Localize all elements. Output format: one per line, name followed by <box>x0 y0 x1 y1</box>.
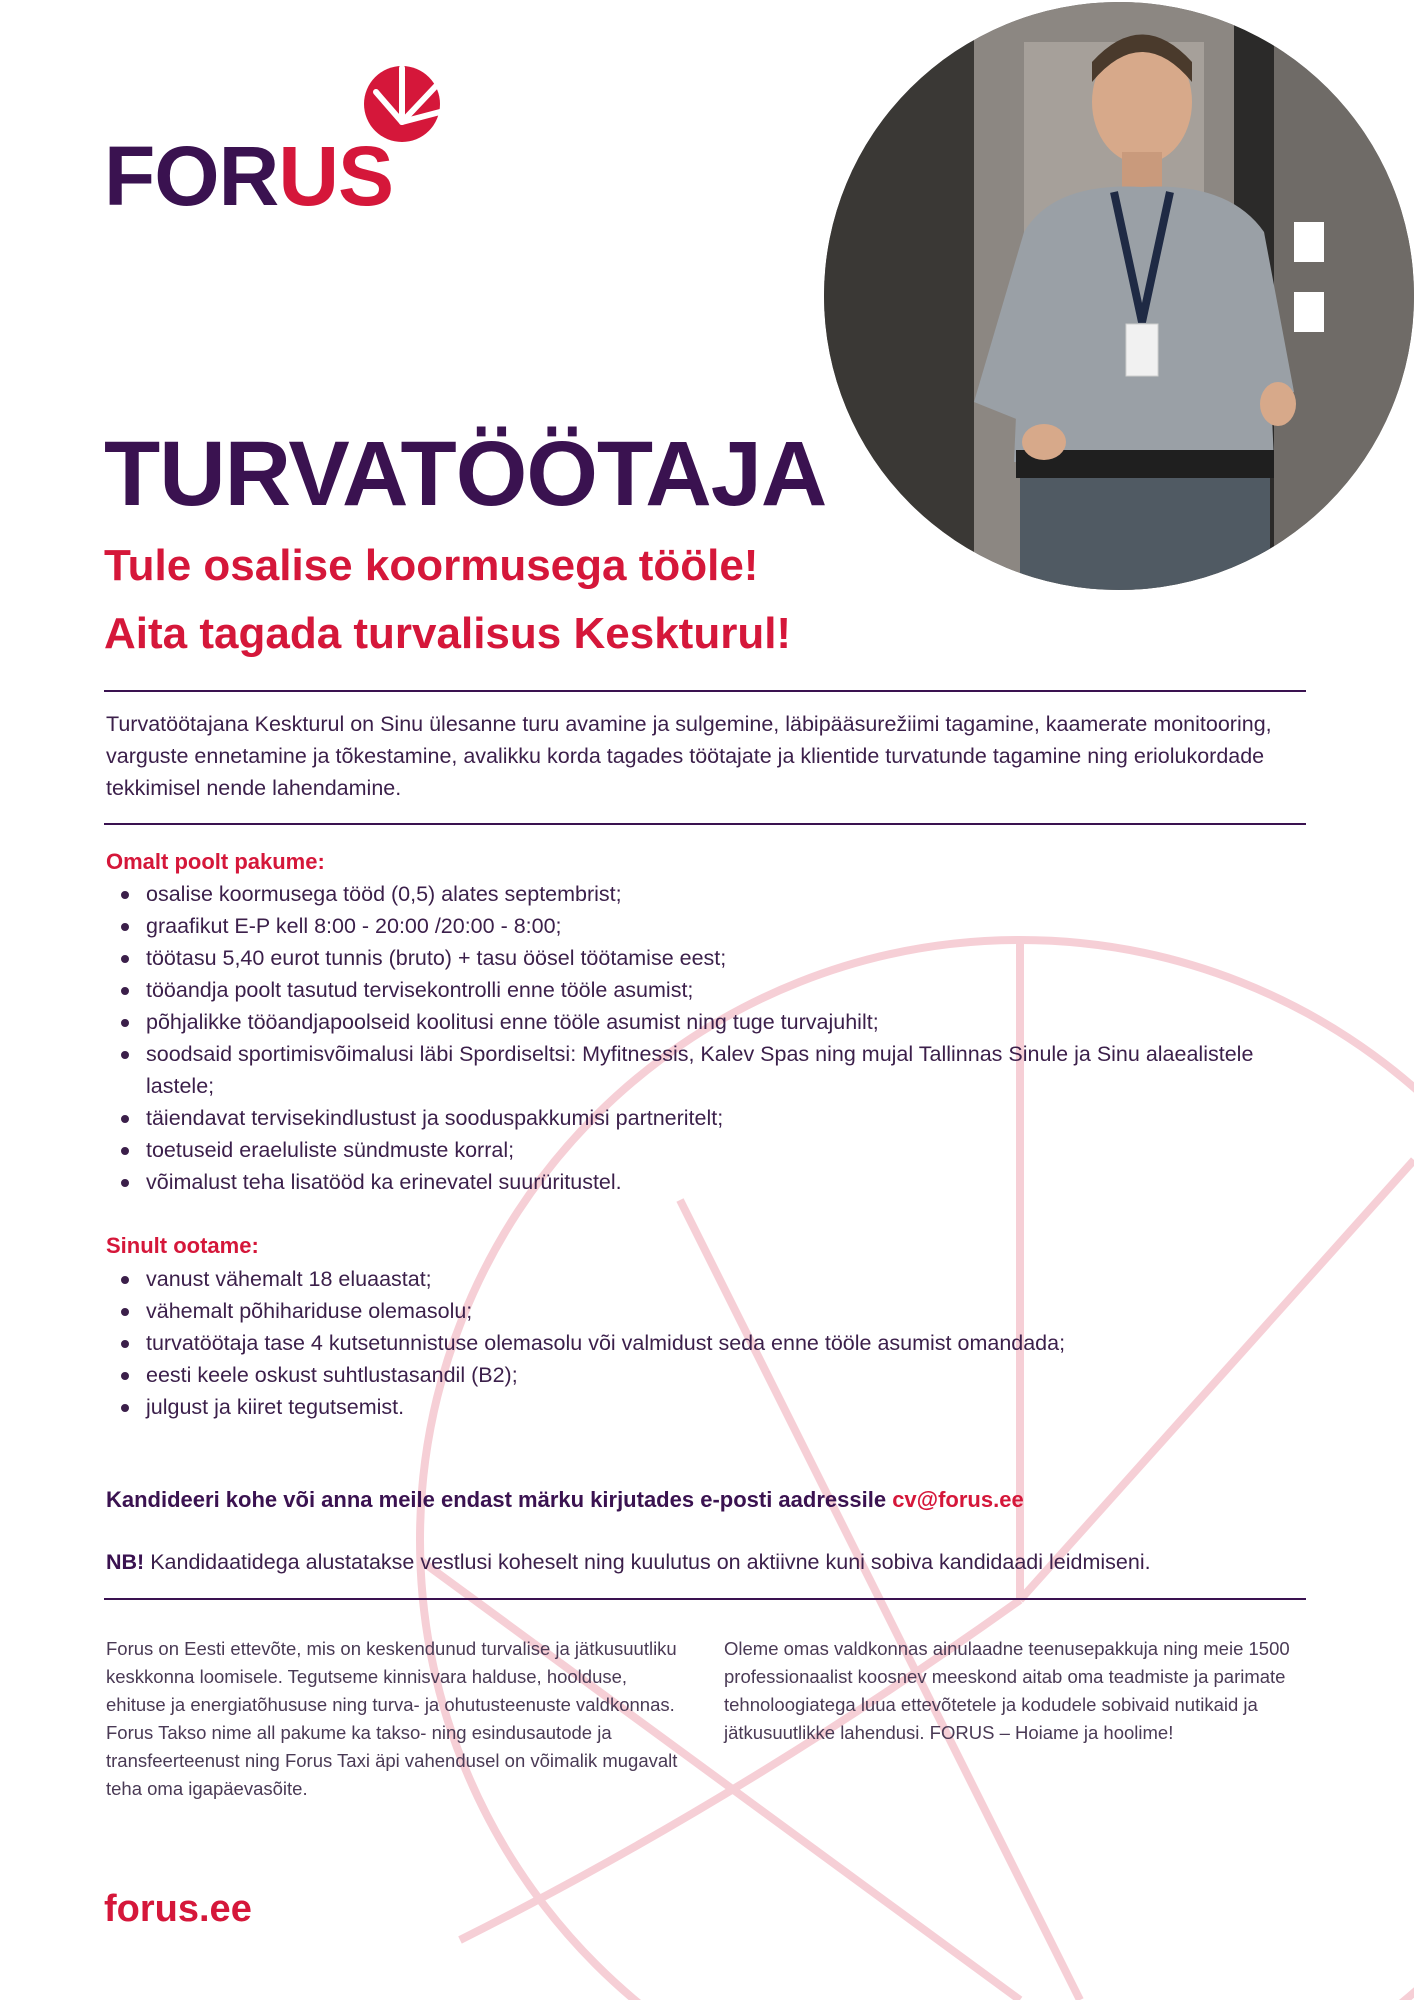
job-title: TURVATÖÖTAJA <box>104 423 827 525</box>
list-item: täiendavat tervisekindlustust ja sooduspakkumisi partneritelt; <box>106 1102 1306 1134</box>
list-item: vanust vähemalt 18 eluaastat; <box>106 1263 1306 1295</box>
list-item: tööandja poolt tasutud tervisekontrolli enne tööle asumist; <box>106 974 1306 1006</box>
divider-intro <box>104 823 1306 825</box>
logo-wordmark-part1: FOR <box>104 129 279 223</box>
apply-email-link[interactable]: cv@forus.ee <box>892 1487 1024 1512</box>
list-item: võimalust teha lisatööd ka erinevatel suurüritustel. <box>106 1166 1306 1198</box>
divider-bottom <box>104 1598 1306 1600</box>
nb-text: Kandidaatidega alustatakse vestlusi koheselt ning kuulutus on aktiivne kuni sobiva kandidaadi leidmiseni. <box>144 1550 1151 1574</box>
subtitle-line-1: Tule osalise koormusega tööle! <box>104 541 759 590</box>
forus-logo <box>104 64 444 224</box>
intro-paragraph: Turvatöötajana Keskturul on Sinu ülesanne turu avamine ja sulgemine, läbipääsurežiimi tagamine, kaamerate monitooring, varguste ennetamine ja tõkestamine, avalikku korda tagades töötajate ja klientide turvatunde tagamine ning eriolukordade tekkimisel nende lahendamine. <box>106 712 1272 800</box>
logo-wordmark-part2: US <box>278 129 394 223</box>
subtitle-line-2: Aita tagada turvalisus Keskturul! <box>104 609 792 658</box>
expect-section-title: Sinult ootame: <box>106 1233 259 1258</box>
list-item: graafikut E-P kell 8:00 - 20:00 /20:00 - 8:00; <box>106 910 1306 942</box>
offer-list <box>106 878 1306 1198</box>
about-column-left: Forus on Eesti ettevõte, mis on keskendunud turvalise ja jätkusuutliku keskkonna loomisele. Tegutseme kinnisvara halduse, hoolduse, ehituse ja energiatõhususe ning turva- ja ohutusteenuste valdkonnas. Forus Takso nime all pakume ka takso- ning esindusautode ja transfeerteenust ning Forus Taxi äpi vahendusel on võimalik mugavalt teha oma igapäevasõite. <box>106 1638 678 1799</box>
list-item: turvatöötaja tase 4 kutsetunnistuse olemasolu või valmidust seda enne tööle asumist omandada; <box>106 1327 1306 1359</box>
website-link[interactable]: forus.ee <box>104 1888 252 1930</box>
list-item: toetuseid eraeluliste sündmuste korral; <box>106 1134 1306 1166</box>
list-item: eesti keele oskust suhtlustasandil (B2); <box>106 1359 1306 1391</box>
list-item: põhjalikke tööandjapoolseid koolitusi enne tööle asumist ning tuge turvajuhilt; <box>106 1006 1306 1038</box>
nb-label: NB! <box>106 1550 145 1574</box>
hero-photo-security-guard <box>824 2 1414 590</box>
expect-list <box>106 1263 1306 1423</box>
nb-notice <box>106 1550 1316 1575</box>
list-item: vähemalt põhihariduse olemasolu; <box>106 1295 1306 1327</box>
logo-wordmark <box>104 129 394 223</box>
list-item: osalise koormusega tööd (0,5) alates septembrist; <box>106 878 1306 910</box>
apply-text: Kandideeri kohe või anna meile endast märku kirjutades e-posti aadressile <box>106 1487 893 1512</box>
about-column-right: Oleme omas valdkonnas ainulaadne teenusepakkuja ning meie 1500 professionaalist koosnev meeskond aitab oma teadmiste ja parimate tehnoloogiatega luua ettevõtetele ja kodudele sobivaid nutikaid ja jätkusuutlikke lahendusi. FORUS – Hoiame ja hoolime! <box>724 1638 1290 1743</box>
apply-call-to-action <box>106 1487 1306 1513</box>
list-item: julgust ja kiiret tegutsemist. <box>106 1391 1306 1423</box>
list-item: soodsaid sportimisvõimalusi läbi Spordiseltsi: Myfitnessis, Kalev Spas ning mujal Tallinnas Sinule ja Sinu alaealistele lastele; <box>106 1038 1306 1102</box>
offer-section-title: Omalt poolt pakume: <box>106 849 325 874</box>
divider-top <box>104 690 1306 692</box>
list-item: töötasu 5,40 eurot tunnis (bruto) + tasu öösel töötamise eest; <box>106 942 1306 974</box>
